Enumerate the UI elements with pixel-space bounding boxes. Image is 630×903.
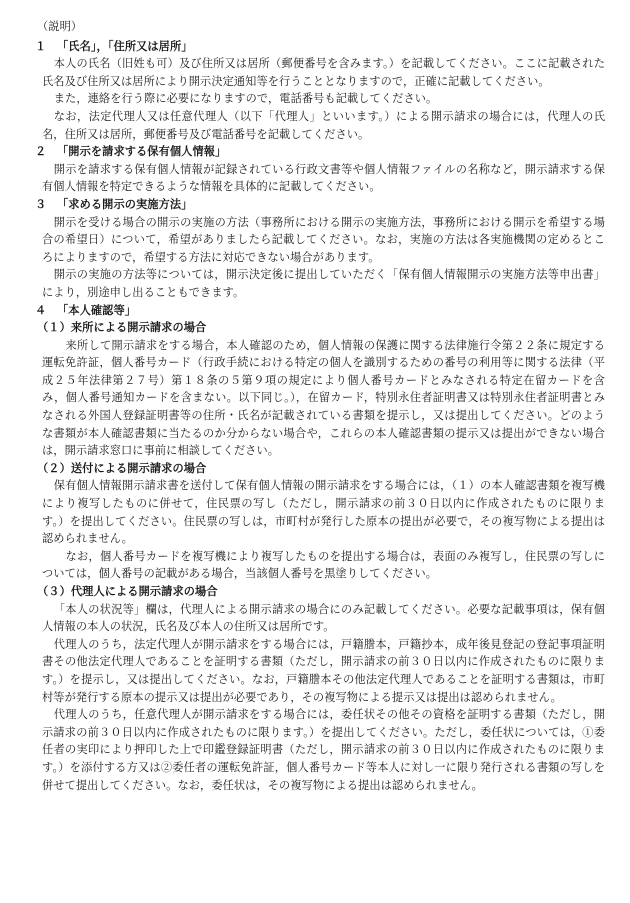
paragraph: 保有個人情報開示請求書を送付して保有個人情報の開示請求をする場合には，（１）の本人確認書類を複写機により複写したものに併せて，住民票の写し（ただし，開示請求の前３０日以内に作成されたものに限ります。）を提出してください。住民票の写しは，市町村が発行した原本の提出が必要で，その複写物による提出は認められません。 (42, 479, 605, 546)
paragraph: 代理人のうち，法定代理人が開示請求をする場合には，戸籍謄本，戸籍抄本，成年後見登記の登記事項証明書その他法定代理人であることを証明する書類（ただし，開示請求の前３０日以内に作成されたものに限ります。）を提示し，又は提出してください。なお，戸籍謄本その他法定代理人であることを証明する書類は，市町村等が発行する原本の提示又は提出が必要であり，その複写物による提示又は提出は認められません。 (42, 637, 605, 704)
section-title: 「氏名」，「住所又は居所」 (57, 38, 193, 53)
section-heading (35, 196, 605, 214)
paragraph: 「本人の状況等」欄は，代理人による開示請求の場合にのみ記載してください。必要な記載事項は，保有個人情報の本人の状況，氏名及び本人の住所又は居所です。 (42, 602, 605, 634)
subsection-in-person (35, 319, 605, 460)
paragraph: 開示の実施の方法等については，開示決定後に提出していただく「保有個人情報開示の実施方法等申出書」により，別途申し出ることもできます。 (42, 268, 605, 299)
paragraph: なお，個人番号カードを複写機により複写したものを提出する場合は，表面のみ複写し，住民票の写しについては，個人番号の記載がある場合，当該個人番号を黒塗りしてください。 (42, 549, 605, 581)
paragraph: 開示を受ける場合の開示の実施の方法（事務所における開示の実施方法，事務所における開示を希望する場合の希望日）について，希望がありましたら記載してください。なお，実施の方法は各実施機関の定めるところによりますので，希望する方法に対応できない場合があります。 (42, 215, 605, 264)
section-heading (35, 302, 605, 320)
paragraph: 本人の氏名（旧姓も可）及び住所又は居所（郵便番号を含みます。）を記載してください。ここに記載された氏名及び住所又は居所により開示決定通知等を行うこととなりますので，正確に記載してください。 (42, 57, 605, 88)
paragraph: なお，法定代理人又は任意代理人（以下「代理人」といいます。）による開示請求の場合には，代理人の氏名，住所又は居所，郵便番号及び電話番号を記載してください。 (42, 109, 605, 141)
section-number: １ (35, 38, 47, 53)
explanation-label: （説明） (37, 20, 83, 33)
subsection-by-agent (35, 583, 605, 794)
section-heading (35, 143, 605, 161)
paragraph: また，連絡を行う際に必要になりますので，電話番号も記載してください。 (53, 92, 438, 106)
section-number: ３ (35, 196, 47, 211)
section-requested-information (35, 143, 605, 196)
section-number: ４ (35, 302, 47, 317)
subsection-heading: （２）送付による開示請求の場合 (37, 460, 207, 475)
section-heading (35, 38, 605, 56)
paragraph: 開示を請求する保有個人情報が記録されている行政文書等や個人情報ファイルの名称など，開示請求する保有個人情報を特定できるような情報を具体的に記載してください。 (42, 162, 605, 194)
subsection-by-mail (35, 460, 605, 583)
section-title: 「本人確認等」 (57, 302, 137, 317)
paragraph: 代理人のうち，任意代理人が開示請求をする場合には，委任状その他その資格を証明する書類（ただし，開示請求の前３０日以内に作成されたものに限ります。）を提出してください。ただし，委任状については，①委任者の実印により押印した上で印鑑登録証明書（ただし，開示請求の前３０日以内に作成されたものに限ります。）を添付する方又は②委任者の運転免許証，個人番号カード等本人に対し一に限り発行される書類の写しを併せて提出してください。なお，委任状は，その複写物による提出は認められません。 (42, 708, 605, 792)
paragraph: 来所して開示請求をする場合，本人確認のため，個人情報の保護に関する法律施行令第２２条に規定する運転免許証，個人番号カード（行政手続における特定の個人を識別するための番号の利用等に関する法律（平成２５年法律第２７号）第１８条の５第９項の規定により個人番号カードとみなされる特定在留カードを含み，個人番号通知カードを含まない。以下同じ。），在留カード，特別永住者証明書又は特別永住者証明書とみなされる外国人登録証明書等の住所・氏名が記載されている書類を提示し，又は提出してください。どのような書類が本人確認書類に当たるのか分からない場合や，これらの本人確認書類の提示又は提出ができない場合は，開示請求窓口に事前に相談してください。 (42, 338, 605, 458)
section-title: 「求める開示の実施方法」 (57, 196, 193, 211)
section-disclosure-method (35, 196, 605, 302)
section-number: ２ (35, 144, 47, 159)
subsection-heading: （３）代理人による開示請求の場合 (37, 584, 218, 598)
section-title: 「開示を請求する保有個人情報」 (57, 144, 227, 159)
section-identity-verification (35, 302, 605, 795)
section-name-address (35, 38, 605, 144)
subsection-heading: （１）来所による開示請求の場合 (37, 320, 207, 335)
